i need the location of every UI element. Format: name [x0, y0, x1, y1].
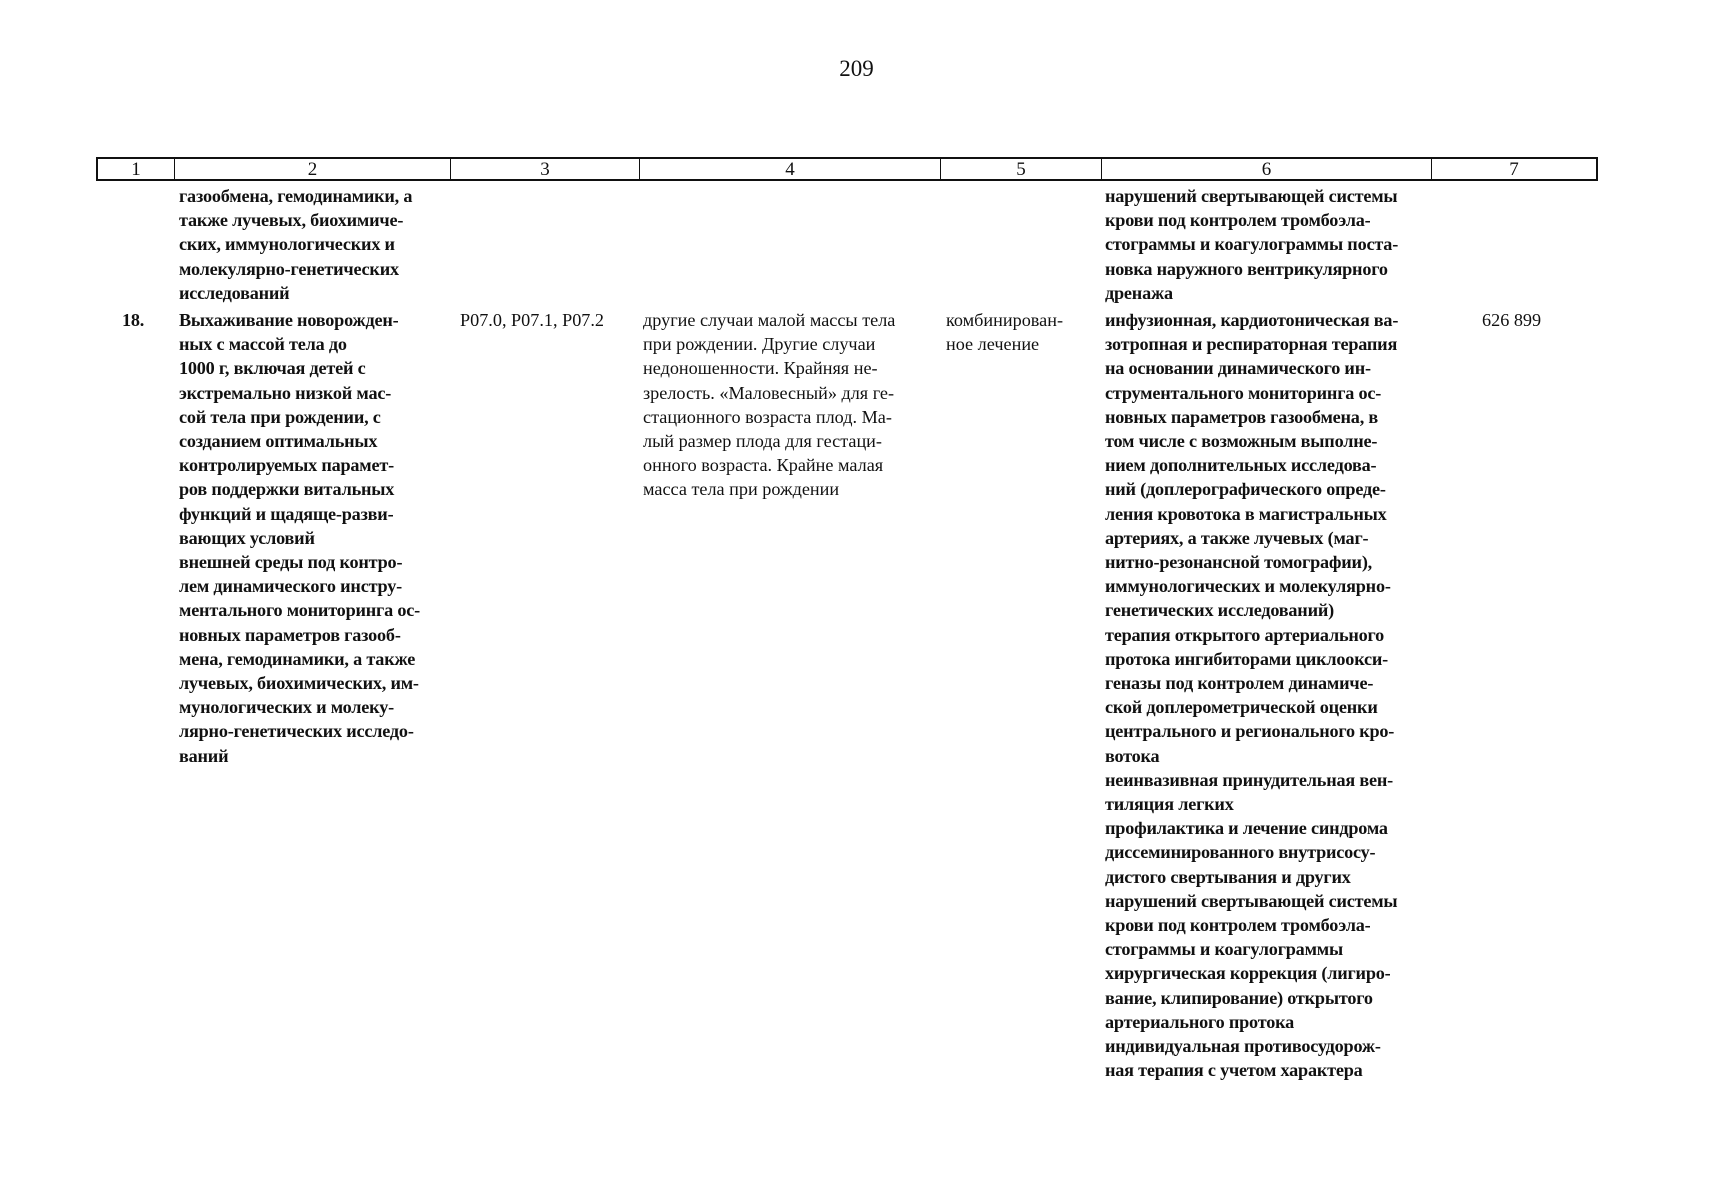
text-line: мена, гемодинамики, а также [179, 648, 416, 669]
row-treatment-methods [1105, 308, 1398, 1083]
table-header-row [96, 157, 1598, 181]
text-line: ний (доплерографического опреде- [1105, 479, 1386, 500]
text-line: хирургическая коррекция (лигиро- [1105, 963, 1391, 984]
text-line: индивидуальная противосудорож- [1105, 1036, 1381, 1057]
text-line: нарушений свертывающей системы [1105, 186, 1398, 206]
text-line: онного возраста. Крайне малая [643, 455, 884, 476]
text-line: внешней среды под контро- [179, 552, 403, 573]
text-line: нарушений свертывающей системы [1105, 890, 1398, 911]
text-line: ров поддержки витальных [179, 479, 395, 500]
text-line: терапия открытого артериального [1105, 624, 1385, 645]
text-line: артериального протока [1105, 1011, 1294, 1032]
text-line: лучевых, биохимических, им- [179, 673, 419, 694]
text-line: также лучевых, биохимиче- [179, 210, 404, 231]
text-line: при рождении. Другие случаи [643, 334, 876, 355]
text-line: крови под контролем тромбоэла- [1105, 915, 1371, 936]
text-line: другие случаи малой массы тела [643, 310, 896, 330]
text-line: новных параметров газообмена, в [1105, 406, 1379, 427]
text-line: ских, иммунологических и [179, 234, 395, 255]
text-line: дренажа [1105, 282, 1173, 303]
row-price: 626 899 [1482, 310, 1542, 330]
text-line: инфузионная, кардиотоническая ва- [1105, 310, 1399, 330]
text-line: ваний [179, 745, 229, 766]
text-line: геназы под контролем динамиче- [1105, 673, 1374, 694]
text-line: струментального мониторинга ос- [1105, 382, 1382, 403]
text-line: ная терапия с учетом характера [1105, 1060, 1363, 1081]
text-line: ментального мониторинга ос- [179, 600, 420, 621]
text-line: лем динамического инстру- [179, 576, 402, 597]
text-line: ской доплерометрической оценки [1105, 697, 1378, 718]
text-line: исследований [179, 282, 290, 303]
text-line: зрелость. «Маловесный» для ге- [643, 382, 895, 403]
text-line: лый размер плода для гестаци- [643, 431, 882, 452]
text-line: Выхаживание новорожден- [179, 310, 399, 330]
text-line: вание, клипирование) открытого [1105, 987, 1373, 1008]
text-line: стограммы и коагулограммы поста- [1105, 234, 1399, 255]
text-line: стационного возраста плод. Ма- [643, 406, 892, 427]
text-line: крови под контролем тромбоэла- [1105, 210, 1371, 231]
header-col-1: 1 [98, 159, 175, 179]
text-line: профилактика и лечение синдрома [1105, 818, 1388, 839]
text-line: лярно-генетических исследо- [179, 721, 414, 742]
text-line: молекулярно-генетических [179, 258, 399, 279]
text-line: 1000 г, включая детей с [179, 358, 366, 379]
header-col-5: 5 [941, 159, 1102, 179]
text-line: вающих условий [179, 527, 315, 548]
text-line: тиляция легких [1105, 794, 1234, 815]
text-line: ления кровотока в магистральных [1105, 503, 1387, 524]
text-line: контролируемых парамет- [179, 455, 394, 476]
text-line: нитно-резонансной томографии), [1105, 552, 1373, 573]
text-line: зотропная и респираторная терапия [1105, 334, 1398, 355]
text-line: нием дополнительных исследова- [1105, 455, 1377, 476]
text-line: комбинирован- [946, 310, 1064, 330]
text-line: на основании динамического ин- [1105, 358, 1371, 379]
text-line: центрального и регионального кро- [1105, 721, 1395, 742]
text-line: ных с массой тела до [179, 334, 347, 355]
text-line: мунологических и молеку- [179, 697, 394, 718]
text-line: созданием оптимальных [179, 431, 378, 452]
text-line: новных параметров газооб- [179, 624, 401, 645]
header-col-6: 6 [1102, 159, 1432, 179]
text-line: экстремально низкой мас- [179, 382, 392, 403]
text-line: новка наружного вентрикулярного [1105, 258, 1388, 279]
header-col-2: 2 [175, 159, 451, 179]
text-line: артериях, а также лучевых (маг- [1105, 527, 1369, 548]
text-line: функций и щадяще-разви- [179, 503, 394, 524]
header-col-7: 7 [1509, 159, 1519, 180]
header-col-4: 4 [640, 159, 941, 179]
text-line: том числе с возможным выполне- [1105, 431, 1378, 452]
continuation-col2 [179, 184, 412, 305]
text-line: иммунологических и молекулярно- [1105, 576, 1391, 597]
text-line: масса тела при рождении [643, 479, 840, 500]
text-line: дистого свертывания и других [1105, 866, 1351, 887]
continuation-col6 [1105, 184, 1398, 305]
row-diagnosis [643, 308, 895, 502]
text-line: генетических исследований) [1105, 600, 1334, 621]
header-col-3: 3 [451, 159, 640, 179]
row-treatment-type [946, 308, 1063, 356]
text-line: неинвазивная принудительная вен- [1105, 769, 1393, 790]
text-line: вотока [1105, 745, 1160, 766]
text-line: протока ингибиторами циклоокси- [1105, 648, 1389, 669]
text-line: ное лечение [946, 334, 1040, 355]
text-line: недоношенности. Крайняя не- [643, 358, 878, 379]
page-number: 209 [839, 56, 874, 81]
text-line: сой тела при рождении, с [179, 406, 381, 427]
row-icd-codes: P07.0, P07.1, P07.2 [460, 310, 605, 330]
row-number: 18. [122, 310, 145, 330]
text-line: диссеминированного внутрисосу- [1105, 842, 1376, 863]
text-line: газообмена, гемодинамики, а [179, 186, 413, 206]
text-line: стограммы и коагулограммы [1105, 939, 1343, 960]
row-description [179, 308, 420, 768]
